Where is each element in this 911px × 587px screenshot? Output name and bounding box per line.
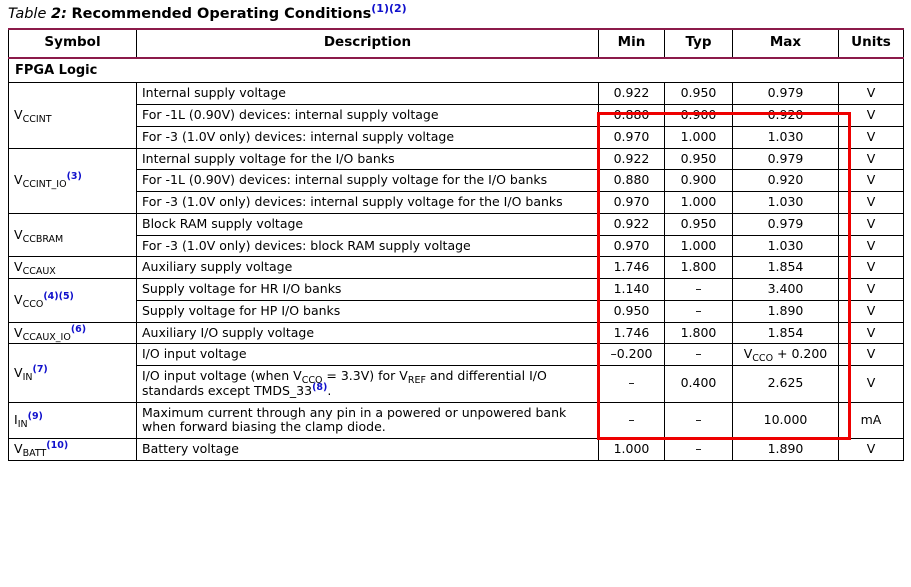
row-max: 1.854 <box>733 322 839 344</box>
row-description: Supply voltage for HR I/O banks <box>137 279 599 301</box>
row-min: 1.746 <box>599 257 665 279</box>
row-units: V <box>839 213 904 235</box>
row-units: V <box>839 170 904 192</box>
table-row <box>9 402 904 439</box>
table-row <box>9 170 904 192</box>
column-header-description: Description <box>137 29 599 58</box>
row-description: Block RAM supply voltage <box>137 213 599 235</box>
table-row <box>9 439 904 461</box>
row-description: For -1L (0.90V) devices: internal supply voltage for the I/O banks <box>137 170 599 192</box>
row-min: 0.880 <box>599 105 665 127</box>
row-units: V <box>839 192 904 214</box>
row-max: 1.030 <box>733 235 839 257</box>
row-symbol-iin: $I_{IN}^{(9)}$ <box>9 402 137 439</box>
row-units: V <box>839 235 904 257</box>
row-description: Internal supply voltage for the I/O banks <box>137 148 599 170</box>
table-row <box>9 148 904 170</box>
row-description: Internal supply voltage <box>137 83 599 105</box>
row-min: – <box>599 366 665 403</box>
table-row <box>9 322 904 344</box>
row-typ: – <box>665 402 733 439</box>
row-min: –0.200 <box>599 344 665 366</box>
row-min: 0.970 <box>599 192 665 214</box>
row-typ: – <box>665 300 733 322</box>
row-max: 1.890 <box>733 439 839 461</box>
row-description: I/O input voltage <box>137 344 599 366</box>
row-units: V <box>839 279 904 301</box>
row-typ: 1.000 <box>665 235 733 257</box>
row-description: Maximum current through any pin in a powered or unpowered bank when forward biasing the clamp diode. <box>137 402 599 439</box>
table-row <box>9 192 904 214</box>
row-units: V <box>839 148 904 170</box>
row-symbol-vccaux-io: $V_{CCAUX\_IO}^{(6)}$ <box>9 322 137 344</box>
row-max: 0.979 <box>733 148 839 170</box>
row-symbol-vccaux: $V_{CCAUX}$ <box>9 257 137 279</box>
column-header-max: Max <box>733 29 839 58</box>
row-typ: 0.950 <box>665 213 733 235</box>
row-typ: – <box>665 439 733 461</box>
caption-number: 2: <box>50 5 67 22</box>
row-typ: 0.950 <box>665 148 733 170</box>
table-row <box>9 344 904 366</box>
row-min: 1.140 <box>599 279 665 301</box>
caption-label: Table <box>8 5 47 22</box>
row-min: – <box>599 402 665 439</box>
row-min: 1.000 <box>599 439 665 461</box>
table-row <box>9 83 904 105</box>
row-symbol-vbatt: $V_{BATT}^{(10)}$ <box>9 439 137 461</box>
row-max: 10.000 <box>733 402 839 439</box>
row-min: 0.922 <box>599 213 665 235</box>
table-row <box>9 105 904 127</box>
row-typ: 1.000 <box>665 126 733 148</box>
table-row <box>9 279 904 301</box>
row-description: I/O input voltage (when $V_{CCO} = 3.3V$) for $V_{REF}$ and differential I/O standards except TMDS_33$^{(8)}$. <box>137 366 599 403</box>
row-symbol-vcco: $V_{CCO}^{(4)(5)}$ <box>9 279 137 323</box>
row-units: V <box>839 83 904 105</box>
column-header-units: Units <box>839 29 904 58</box>
row-symbol-vccint: $V_{CCINT}$ <box>9 83 137 148</box>
row-typ: 0.950 <box>665 83 733 105</box>
row-units: V <box>839 366 904 403</box>
table-row <box>9 300 904 322</box>
row-units: V <box>839 300 904 322</box>
table-row <box>9 235 904 257</box>
row-description: For -3 (1.0V only) devices: block RAM supply voltage <box>137 235 599 257</box>
row-units: V <box>839 439 904 461</box>
table-row <box>9 126 904 148</box>
row-typ: 1.000 <box>665 192 733 214</box>
row-typ: 0.400 <box>665 366 733 403</box>
row-description: Supply voltage for HP I/O banks <box>137 300 599 322</box>
table-row <box>9 213 904 235</box>
row-max: 0.920 <box>733 170 839 192</box>
row-units: V <box>839 344 904 366</box>
row-typ: 0.900 <box>665 105 733 127</box>
row-units: V <box>839 126 904 148</box>
row-units: V <box>839 257 904 279</box>
row-units: V <box>839 105 904 127</box>
row-typ: 1.800 <box>665 322 733 344</box>
column-header-min: Min <box>599 29 665 58</box>
recommended-operating-conditions-table <box>8 28 904 461</box>
column-header-symbol: Symbol <box>9 29 137 58</box>
row-min: 0.950 <box>599 300 665 322</box>
row-typ: – <box>665 279 733 301</box>
row-min: 0.922 <box>599 148 665 170</box>
row-description: Auxiliary I/O supply voltage <box>137 322 599 344</box>
caption-title: Recommended Operating Conditions <box>71 5 372 22</box>
row-units: mA <box>839 402 904 439</box>
column-header-typ: Typ <box>665 29 733 58</box>
row-max: 1.890 <box>733 300 839 322</box>
row-max: 2.625 <box>733 366 839 403</box>
row-max: 0.979 <box>733 83 839 105</box>
row-typ: 0.900 <box>665 170 733 192</box>
row-symbol-vccint-io: $V_{CCINT\_IO}^{(3)}$ <box>9 148 137 213</box>
table-row <box>9 366 904 403</box>
row-typ: – <box>665 344 733 366</box>
row-description: For -3 (1.0V only) devices: internal supply voltage for the I/O banks <box>137 192 599 214</box>
row-min: 0.970 <box>599 235 665 257</box>
row-max: 1.030 <box>733 192 839 214</box>
row-units: V <box>839 322 904 344</box>
row-max: 1.854 <box>733 257 839 279</box>
row-min: 0.922 <box>599 83 665 105</box>
row-max: $V_{CCO} + 0.200$ <box>733 344 839 366</box>
row-max: 0.920 <box>733 105 839 127</box>
section-row-fpga-logic <box>9 58 904 83</box>
row-description: For -3 (1.0V only) devices: internal supply voltage <box>137 126 599 148</box>
row-max: 0.979 <box>733 213 839 235</box>
row-description: Battery voltage <box>137 439 599 461</box>
table-caption <box>8 2 407 22</box>
row-description: Auxiliary supply voltage <box>137 257 599 279</box>
row-description: For -1L (0.90V) devices: internal supply voltage <box>137 105 599 127</box>
table-header-row <box>9 29 904 58</box>
row-symbol-vin: $V_{IN}^{(7)}$ <box>9 344 137 402</box>
row-min: 0.970 <box>599 126 665 148</box>
row-symbol-vccbram: $V_{CCBRAM}$ <box>9 213 137 257</box>
row-typ: 1.800 <box>665 257 733 279</box>
row-min: 1.746 <box>599 322 665 344</box>
row-max: 1.030 <box>733 126 839 148</box>
caption-footnote-refs: (1)(2) <box>371 2 407 15</box>
row-min: 0.880 <box>599 170 665 192</box>
table-row <box>9 257 904 279</box>
section-label: FPGA Logic <box>9 58 904 83</box>
row-max: 3.400 <box>733 279 839 301</box>
